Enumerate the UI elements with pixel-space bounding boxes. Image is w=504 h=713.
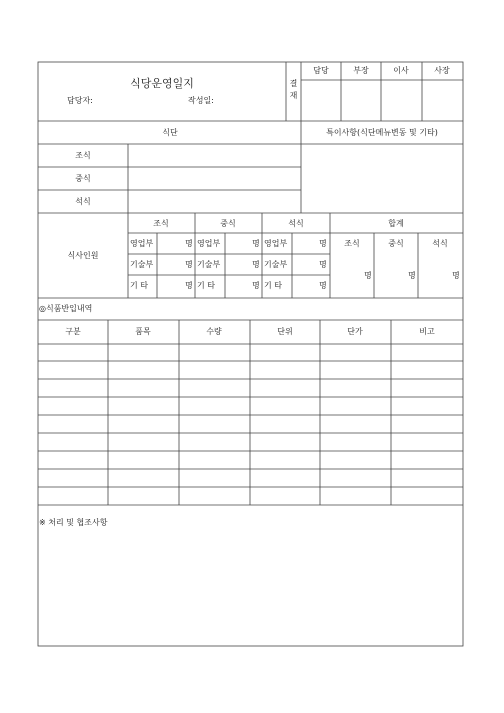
notes-field[interactable] (302, 145, 462, 212)
dept-other: 기 타 (130, 281, 148, 290)
col-category: 구분 (65, 327, 81, 336)
menu-lunch-label: 중식 (75, 174, 91, 183)
col-remarks: 비고 (419, 327, 435, 336)
written-date-label: 작성일: (188, 96, 214, 105)
manager-label: 담당자: (67, 96, 93, 105)
col-item: 품목 (135, 327, 151, 336)
total-lunch-header: 중식 (388, 239, 404, 248)
unit-label: 명 (319, 239, 327, 248)
unit-label: 명 (252, 239, 260, 248)
total-breakfast-header: 조식 (344, 239, 360, 248)
diners-label: 식사인원 (67, 251, 99, 260)
dept-sales: 영업부 (197, 239, 221, 248)
approver-director: 이사 (393, 66, 409, 75)
menu-header: 식단 (162, 128, 178, 137)
col-unit-price: 단가 (347, 327, 363, 336)
total-dinner-header: 석식 (432, 239, 448, 248)
dept-tech: 기술부 (197, 260, 221, 269)
dept-tech: 기술부 (130, 260, 154, 269)
menu-breakfast-label: 조식 (75, 151, 91, 160)
unit-label: 명 (252, 260, 260, 269)
supplies-section-title: ◎식품반입내역 (39, 304, 93, 313)
unit-label: 명 (185, 260, 193, 269)
notes-header: 특이사항(식단메뉴변동 및 기타) (326, 128, 438, 137)
total-lunch-unit: 명 (408, 271, 416, 280)
approval-label: 결 재 (289, 79, 298, 100)
approver-staff: 담당 (313, 66, 329, 75)
menu-dinner-label: 석식 (75, 197, 91, 206)
unit-label: 명 (185, 239, 193, 248)
unit-label: 명 (319, 260, 327, 269)
remarks-title: ※ 처리 및 협조사항 (39, 518, 108, 527)
unit-label: 명 (252, 281, 260, 290)
menu-breakfast-field[interactable] (129, 145, 300, 166)
unit-label: 명 (185, 281, 193, 290)
diners-dinner-header: 석식 (288, 219, 304, 228)
dept-sales: 영업부 (264, 239, 288, 248)
col-quantity: 수량 (206, 327, 222, 336)
approver-manager: 부장 (353, 66, 369, 75)
menu-lunch-field[interactable] (129, 168, 300, 189)
diners-breakfast-header: 조식 (153, 219, 169, 228)
diners-total-header: 합계 (388, 219, 404, 228)
remarks-field[interactable] (39, 532, 462, 645)
dept-other: 기 타 (197, 281, 215, 290)
approver-president: 사장 (434, 66, 450, 75)
form-title: 식당운영일지 (130, 77, 194, 90)
menu-dinner-field[interactable] (129, 191, 300, 212)
unit-label: 명 (319, 281, 327, 290)
total-dinner-unit: 명 (452, 271, 460, 280)
col-unit: 단위 (277, 327, 293, 336)
dept-other: 기 타 (264, 281, 282, 290)
dept-tech: 기술부 (264, 260, 288, 269)
total-breakfast-unit: 명 (364, 271, 372, 280)
diners-lunch-header: 중식 (220, 219, 236, 228)
dept-sales: 영업부 (130, 239, 154, 248)
